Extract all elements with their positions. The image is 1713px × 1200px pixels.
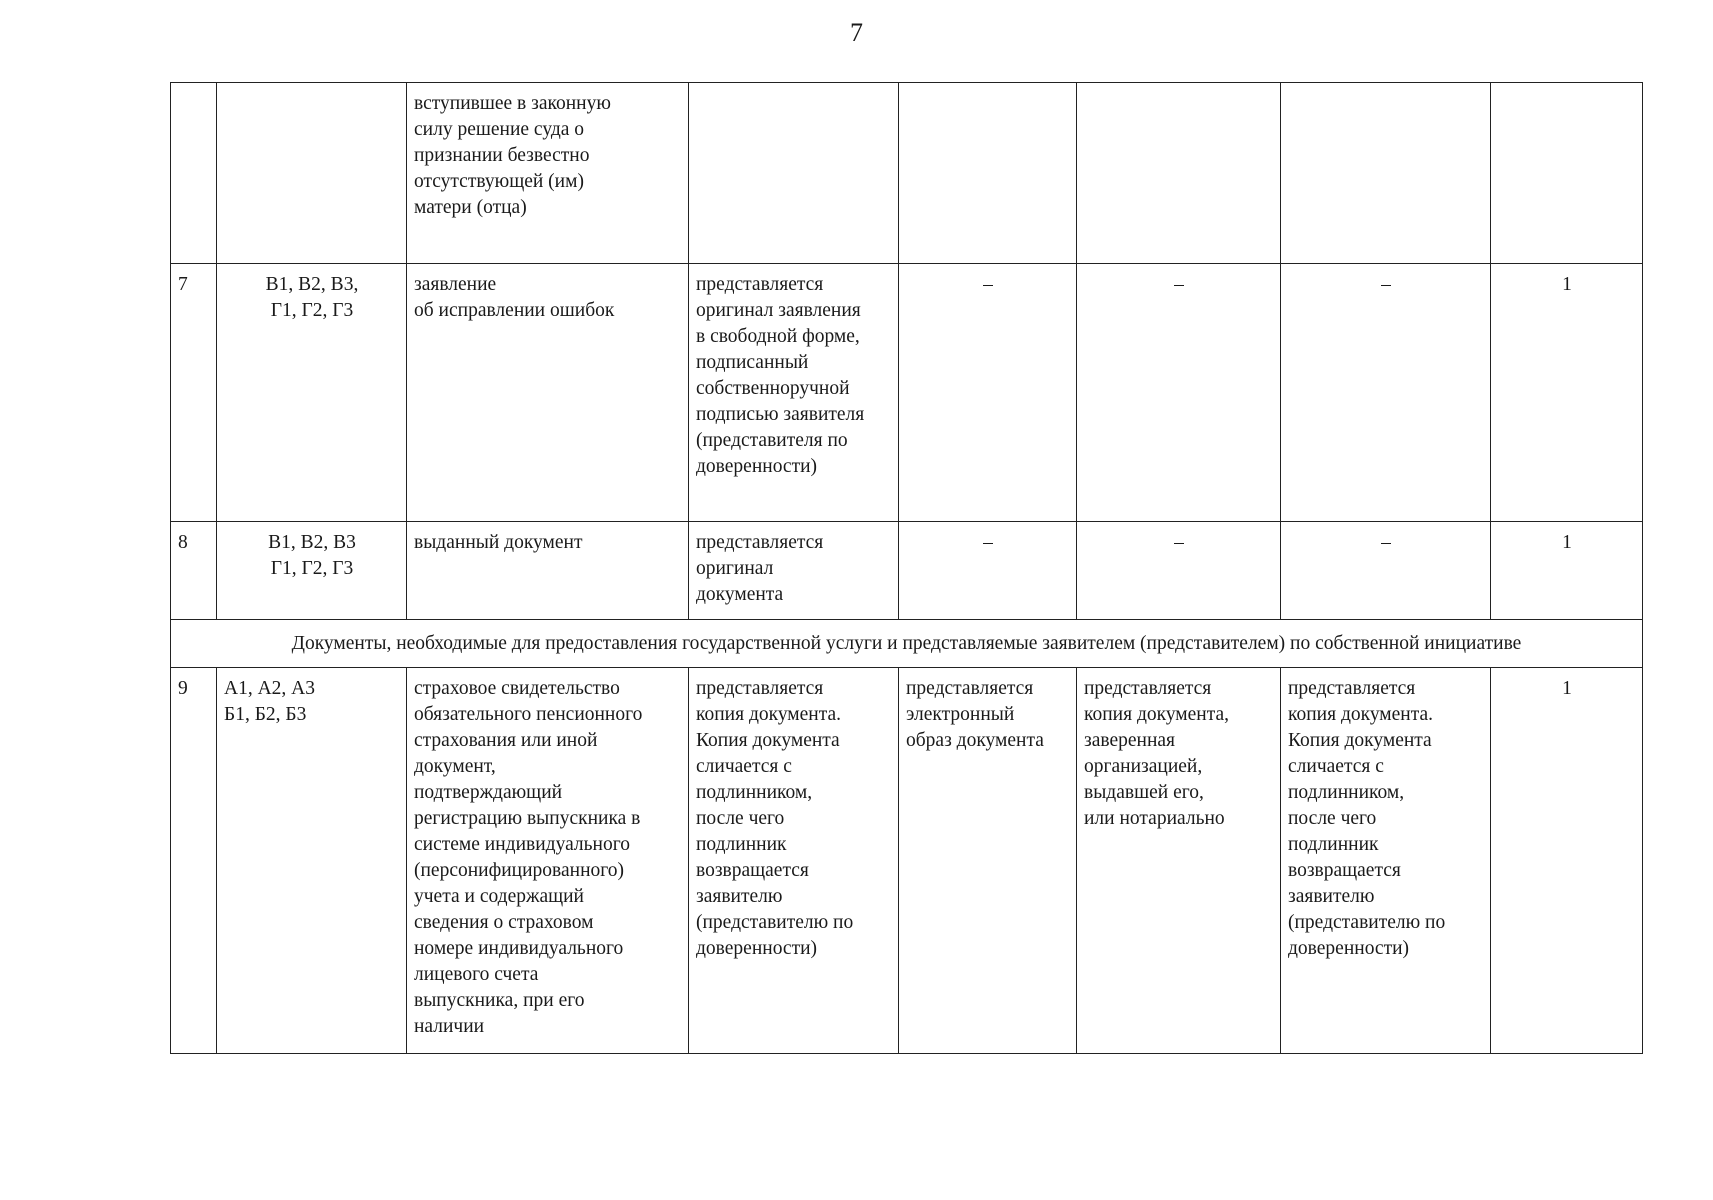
row-number-cell: 9 [171, 668, 217, 1054]
document-name-cell: вступившее в законную силу решение суда о признании безвестно отсутствующей (им) матери (отца) [407, 83, 689, 264]
electronic-cell: представляется электронный образ документа [899, 668, 1077, 1054]
table-row [171, 522, 1643, 620]
mail-cell: – [1077, 264, 1281, 522]
count-cell [1491, 83, 1643, 264]
row-number-cell [171, 83, 217, 264]
categories-cell: В1, В2, В3 Г1, Г2, Г3 [217, 522, 407, 620]
mfc-cell [1281, 83, 1491, 264]
table-row [171, 668, 1643, 1054]
mfc-cell: – [1281, 264, 1491, 522]
mfc-cell: представляется копия документа. Копия документа сличается с подлинником, после чего подлинник возвращается заявителю (представителю по доверенности) [1281, 668, 1491, 1054]
electronic-cell: – [899, 264, 1077, 522]
mail-cell: представляется копия документа, заверенная организацией, выдавшей его, или нотариально [1077, 668, 1281, 1054]
document-name-cell: страховое свидетельство обязательного пенсионного страхования или иной документ, подтверждающий регистрацию выпускника в системе индивидуального (персонифицированного) учета и содержащий сведения о страховом номере индивидуального лицевого счета выпускника, при его наличии [407, 668, 689, 1054]
in-person-cell: представляется копия документа. Копия документа сличается с подлинником, после чего подлинник возвращается заявителю (представителю по доверенности) [689, 668, 899, 1054]
documents-table [170, 82, 1643, 1054]
categories-cell: В1, В2, В3, Г1, Г2, Г3 [217, 264, 407, 522]
table-row [171, 264, 1643, 522]
section-heading: Документы, необходимые для предоставления государственной услуги и представляемые заявителем (представителем) по собственной инициативе [171, 620, 1643, 668]
electronic-cell [899, 83, 1077, 264]
count-cell: 1 [1491, 522, 1643, 620]
document-name-cell: выданный документ [407, 522, 689, 620]
categories-cell: А1, А2, А3 Б1, Б2, Б3 [217, 668, 407, 1054]
mfc-cell: – [1281, 522, 1491, 620]
count-cell: 1 [1491, 264, 1643, 522]
row-number-cell: 7 [171, 264, 217, 522]
page-number: 7 [850, 18, 863, 47]
categories-cell [217, 83, 407, 264]
in-person-cell [689, 83, 899, 264]
row-number-cell: 8 [171, 522, 217, 620]
in-person-cell: представляется оригинал заявления в свободной форме, подписанный собственноручной подписью заявителя (представителя по доверенности) [689, 264, 899, 522]
mail-cell [1077, 83, 1281, 264]
table-row [171, 83, 1643, 264]
section-heading-row [171, 620, 1643, 668]
electronic-cell: – [899, 522, 1077, 620]
count-cell: 1 [1491, 668, 1643, 1054]
document-name-cell: заявление об исправлении ошибок [407, 264, 689, 522]
in-person-cell: представляется оригинал документа [689, 522, 899, 620]
mail-cell: – [1077, 522, 1281, 620]
